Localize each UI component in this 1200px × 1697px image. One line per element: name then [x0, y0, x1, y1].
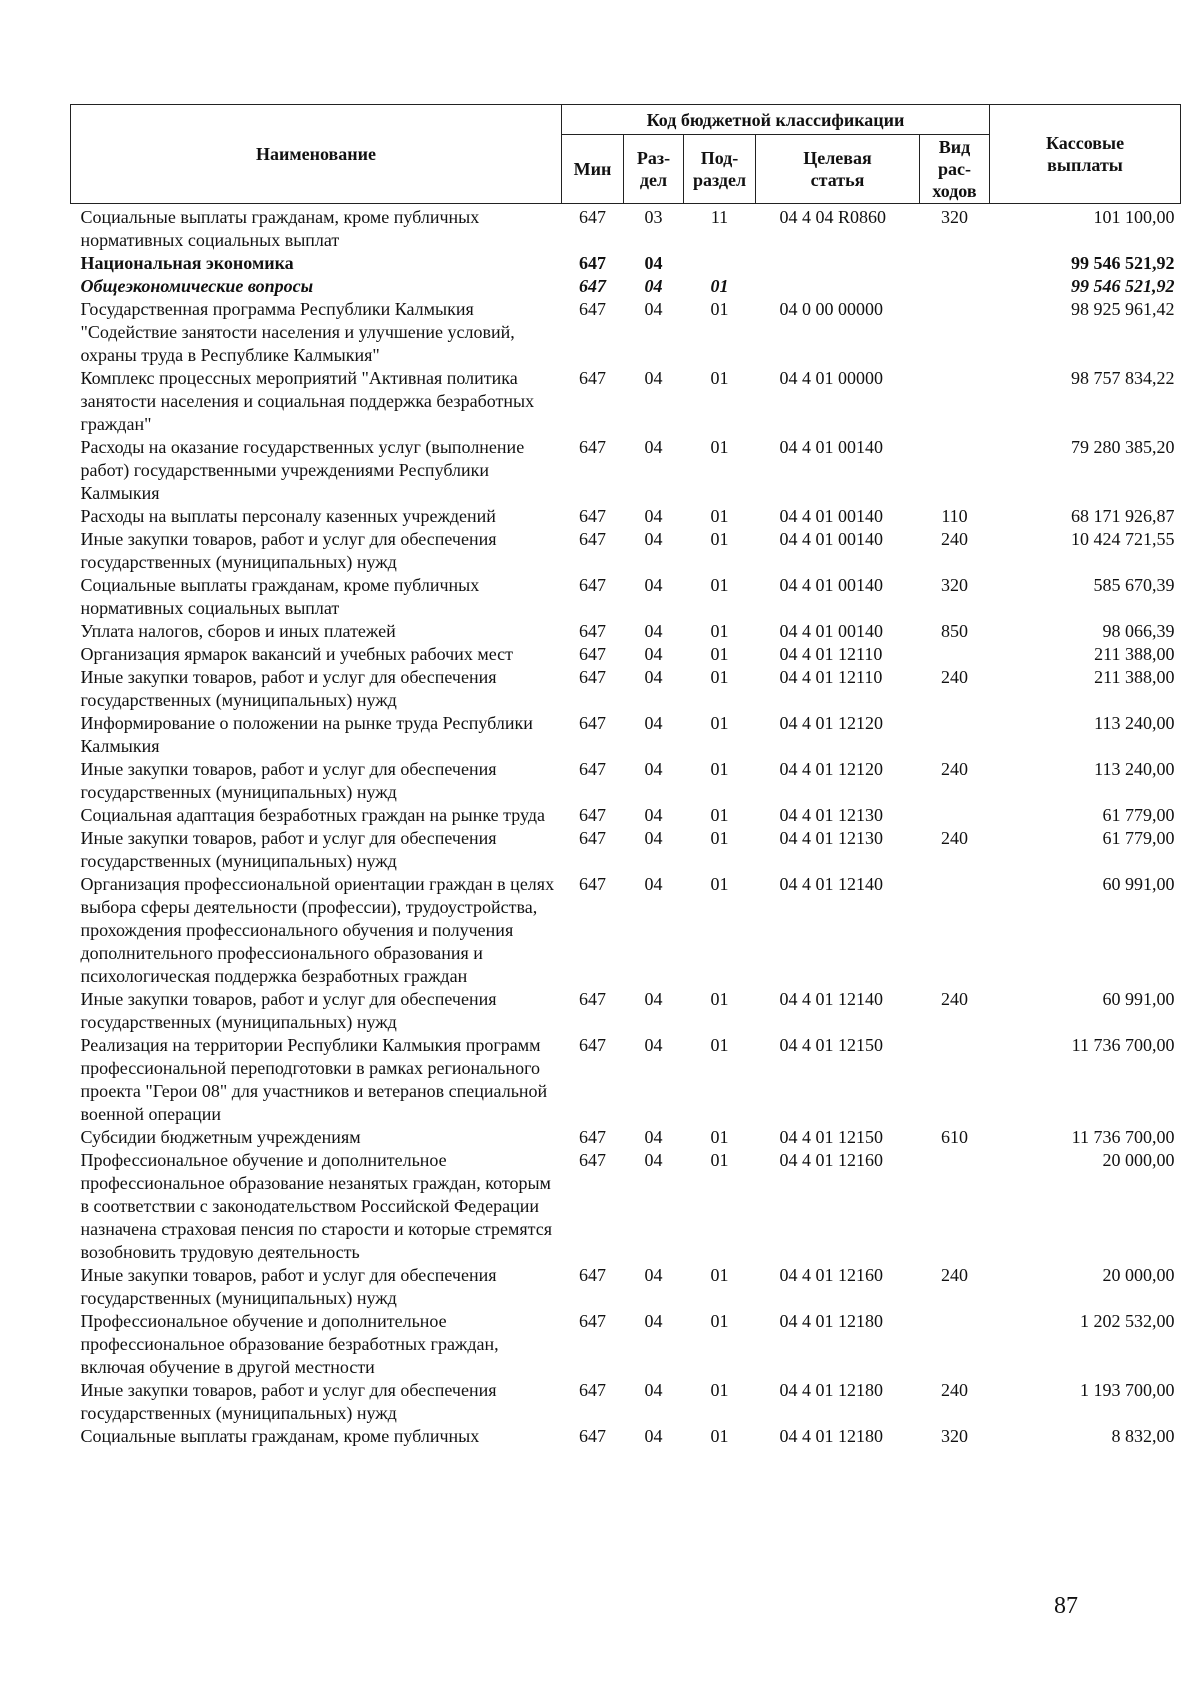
- cell-name: Организация ярмарок вакансий и учебных рабочих мест: [80, 644, 514, 664]
- cell-razdel: 04: [644, 667, 663, 687]
- table-row: [71, 643, 1181, 666]
- cell-sum: 99 546 521,92: [1071, 276, 1175, 296]
- cell-sum: 61 779,00: [1102, 828, 1175, 848]
- cell-vid: 240: [941, 759, 968, 779]
- cell-statya: 04 4 01 12110: [779, 667, 883, 687]
- cell-vid: 240: [941, 828, 968, 848]
- cell-min: 647: [579, 1380, 606, 1400]
- header-statya: Целевая статья: [756, 135, 920, 204]
- cell-name: Иные закупки товаров, работ и услуг для обеспечения государственных (муниципальных) нужд: [80, 828, 497, 871]
- cell-vid: [920, 712, 990, 758]
- cell-min: 647: [579, 989, 606, 1009]
- cell-razdel: 03: [644, 207, 663, 227]
- cell-podrazdel: 01: [710, 1127, 729, 1147]
- cell-min: 647: [579, 1150, 606, 1170]
- cell-podrazdel: [684, 252, 756, 275]
- cell-name: Государственная программа Республики Калмыкия "Содействие занятости населения и улучшение условий, охраны труда в Республике Калмыкия": [80, 299, 515, 365]
- table-row: [71, 873, 1181, 988]
- cell-vid: [920, 298, 990, 367]
- cell-vid: 320: [941, 1426, 968, 1446]
- cell-vid: 320: [941, 207, 968, 227]
- cell-podrazdel: 01: [710, 1426, 729, 1446]
- cell-min: 647: [579, 253, 606, 273]
- cell-vid: 110: [941, 506, 968, 526]
- cell-vid: [920, 1034, 990, 1126]
- cell-statya: 04 4 01 00140: [779, 506, 883, 526]
- cell-name: Профессиональное обучение и дополнительное профессиональное образование незанятых граждан, которым в соответствии с законодательством Российской Федерации назначена страховая пенсия по старости и которые стремятся возобновить трудовую деятельность: [80, 1150, 553, 1262]
- cell-podrazdel: 01: [710, 506, 729, 526]
- cell-razdel: 04: [644, 1127, 663, 1147]
- table-row: [71, 620, 1181, 643]
- cell-razdel: 04: [644, 368, 663, 388]
- cell-sum: 211 388,00: [1094, 644, 1175, 664]
- cell-vid: [920, 367, 990, 436]
- cell-podrazdel: 01: [710, 575, 729, 595]
- cell-podrazdel: 11: [710, 207, 729, 227]
- cell-podrazdel: 01: [710, 368, 729, 388]
- cell-statya: 04 4 01 12160: [779, 1150, 883, 1170]
- cell-vid: [920, 275, 990, 298]
- table-row: [71, 436, 1181, 505]
- cell-razdel: 04: [644, 1380, 663, 1400]
- table-row: [71, 528, 1181, 574]
- cell-min: 647: [579, 1127, 606, 1147]
- cell-name: Иные закупки товаров, работ и услуг для обеспечения государственных (муниципальных) нужд: [80, 759, 497, 802]
- table-row: [71, 1149, 1181, 1264]
- cell-podrazdel: 01: [710, 644, 729, 664]
- cell-statya: 04 4 01 12130: [779, 805, 883, 825]
- cell-name: Расходы на оказание государственных услуг (выполнение работ) государственными учреждениями Республики Калмыкия: [80, 437, 525, 503]
- cell-min: 647: [579, 1311, 606, 1331]
- table-row: [71, 298, 1181, 367]
- cell-podrazdel: 01: [710, 1035, 729, 1055]
- cell-name: Иные закупки товаров, работ и услуг для обеспечения государственных (муниципальных) нужд: [80, 667, 497, 710]
- cell-sum: 11 736 700,00: [1071, 1127, 1175, 1147]
- cell-razdel: 04: [644, 759, 663, 779]
- cell-statya: [756, 275, 920, 298]
- cell-razdel: 04: [644, 713, 663, 733]
- cell-razdel: 04: [644, 621, 663, 641]
- cell-statya: 04 4 01 12180: [779, 1311, 883, 1331]
- cell-min: 647: [579, 621, 606, 641]
- cell-name: Иные закупки товаров, работ и услуг для обеспечения государственных (муниципальных) нужд: [80, 1265, 497, 1308]
- cell-podrazdel: 01: [710, 1380, 729, 1400]
- cell-vid: 240: [941, 667, 968, 687]
- cell-statya: 04 4 01 12110: [779, 644, 883, 664]
- table-row: [71, 1310, 1181, 1379]
- cell-statya: 04 4 01 00140: [779, 437, 883, 457]
- cell-statya: 04 4 04 R0860: [779, 207, 887, 227]
- cell-razdel: 04: [644, 1150, 663, 1170]
- cell-name: Социальные выплаты гражданам, кроме публичных нормативных социальных выплат: [80, 207, 480, 250]
- cell-statya: 04 4 01 00140: [779, 529, 883, 549]
- cell-vid: 240: [941, 1380, 968, 1400]
- header-podrazdel: Под- раздел: [684, 135, 756, 204]
- header-razdel: Раз- дел: [624, 135, 684, 204]
- cell-vid: [920, 1310, 990, 1379]
- cell-name: Организация профессиональной ориентации граждан в целях выбора сферы деятельности (профессии), трудоустройства, прохождения профессионального обучения и получения дополнительного профессионального образования и психологическая поддержка безработных граждан: [80, 874, 555, 986]
- cell-sum: 61 779,00: [1102, 805, 1175, 825]
- cell-statya: 04 4 01 00140: [779, 621, 883, 641]
- cell-podrazdel: 01: [710, 299, 729, 319]
- cell-sum: 98 925 961,42: [1071, 299, 1175, 319]
- cell-statya: 04 4 01 12130: [779, 828, 883, 848]
- cell-razdel: 04: [644, 1035, 663, 1055]
- cell-razdel: 04: [644, 1311, 663, 1331]
- cell-min: 647: [579, 667, 606, 687]
- cell-razdel: 04: [644, 575, 663, 595]
- cell-sum: 10 424 721,55: [1071, 529, 1175, 549]
- table-row: [71, 1034, 1181, 1126]
- table-row: [71, 367, 1181, 436]
- cell-sum: 60 991,00: [1102, 989, 1175, 1009]
- cell-name: Уплата налогов, сборов и иных платежей: [80, 621, 396, 641]
- cell-min: 647: [579, 1426, 606, 1446]
- cell-statya: 04 0 00 00000: [779, 299, 883, 319]
- cell-podrazdel: 01: [710, 437, 729, 457]
- cell-min: 647: [579, 506, 606, 526]
- cell-statya: 04 4 01 12180: [779, 1426, 883, 1446]
- table-row: [71, 505, 1181, 528]
- cell-razdel: 04: [644, 276, 663, 296]
- table-row: [71, 804, 1181, 827]
- cell-razdel: 04: [644, 529, 663, 549]
- cell-sum: 101 100,00: [1093, 207, 1175, 227]
- cell-statya: 04 4 01 12150: [779, 1127, 883, 1147]
- header-sum: Кассовые выплаты: [990, 105, 1181, 204]
- cell-name: Комплекс процессных мероприятий "Активная политика занятости населения и социальная поддержка безработных граждан": [80, 368, 535, 434]
- cell-podrazdel: 01: [710, 759, 729, 779]
- cell-name: Иные закупки товаров, работ и услуг для обеспечения государственных (муниципальных) нужд: [80, 529, 497, 572]
- cell-min: 647: [579, 759, 606, 779]
- table-row: [71, 827, 1181, 873]
- cell-razdel: 04: [644, 1265, 663, 1285]
- cell-podrazdel: 01: [710, 989, 729, 1009]
- cell-sum: 20 000,00: [1102, 1265, 1175, 1285]
- cell-min: 647: [579, 828, 606, 848]
- table-row: [71, 204, 1181, 253]
- cell-razdel: 04: [644, 828, 663, 848]
- cell-vid: 320: [941, 575, 968, 595]
- cell-sum: 11 736 700,00: [1071, 1035, 1175, 1055]
- cell-name: Социальные выплаты гражданам, кроме публичных: [80, 1426, 480, 1446]
- cell-name: Иные закупки товаров, работ и услуг для обеспечения государственных (муниципальных) нужд: [80, 989, 497, 1032]
- cell-sum: 68 171 926,87: [1071, 506, 1175, 526]
- cell-min: 647: [579, 437, 606, 457]
- table-row: [71, 758, 1181, 804]
- cell-name: Профессиональное обучение и дополнительное профессиональное образование безработных граждан, включая обучение в другой местности: [80, 1311, 499, 1377]
- cell-razdel: 04: [644, 506, 663, 526]
- cell-vid: [920, 1149, 990, 1264]
- cell-podrazdel: 01: [710, 805, 729, 825]
- cell-sum: 99 546 521,92: [1071, 253, 1175, 273]
- cell-name: Социальные выплаты гражданам, кроме публичных нормативных социальных выплат: [80, 575, 480, 618]
- table-row: [71, 252, 1181, 275]
- cell-statya: 04 4 01 12150: [779, 1035, 883, 1055]
- cell-statya: 04 4 01 12140: [779, 989, 883, 1009]
- table-row: [71, 1379, 1181, 1425]
- cell-sum: 79 280 385,20: [1071, 437, 1175, 457]
- cell-sum: 98 757 834,22: [1071, 368, 1175, 388]
- cell-min: 647: [579, 1265, 606, 1285]
- cell-razdel: 04: [644, 644, 663, 664]
- cell-statya: 04 4 01 00000: [779, 368, 883, 388]
- cell-min: 647: [579, 1035, 606, 1055]
- header-min: Мин: [562, 135, 624, 204]
- cell-statya: 04 4 01 12140: [779, 874, 883, 894]
- cell-vid: [920, 804, 990, 827]
- budget-table: [70, 104, 1181, 1448]
- header-vid: Вид рас- ходов: [920, 135, 990, 204]
- cell-razdel: 04: [644, 874, 663, 894]
- cell-razdel: 04: [644, 1426, 663, 1446]
- cell-podrazdel: 01: [710, 828, 729, 848]
- cell-min: 647: [579, 276, 606, 296]
- header-code-group: Код бюджетной классификации: [562, 105, 990, 135]
- cell-podrazdel: 01: [710, 1311, 729, 1331]
- table-row: [71, 574, 1181, 620]
- cell-vid: [920, 873, 990, 988]
- cell-podrazdel: 01: [710, 713, 729, 733]
- cell-sum: 1 202 532,00: [1080, 1311, 1175, 1331]
- table-row: [71, 1425, 1181, 1448]
- cell-min: 647: [579, 207, 606, 227]
- cell-podrazdel: 01: [710, 874, 729, 894]
- cell-sum: 98 066,39: [1102, 621, 1175, 641]
- cell-vid: 240: [941, 1265, 968, 1285]
- cell-name: Национальная экономика: [80, 253, 294, 273]
- cell-sum: 113 240,00: [1094, 713, 1175, 733]
- cell-sum: 60 991,00: [1102, 874, 1175, 894]
- cell-sum: 8 832,00: [1111, 1426, 1175, 1446]
- cell-vid: [920, 436, 990, 505]
- table-body: [71, 204, 1181, 1449]
- cell-statya: 04 4 01 12160: [779, 1265, 883, 1285]
- cell-sum: 585 670,39: [1093, 575, 1175, 595]
- cell-name: Расходы на выплаты персоналу казенных учреждений: [80, 506, 496, 526]
- cell-name: Информирование о положении на рынке труда Республики Калмыкия: [80, 713, 533, 756]
- table-row: [71, 988, 1181, 1034]
- table-row: [71, 666, 1181, 712]
- cell-vid: [920, 643, 990, 666]
- cell-vid: 240: [941, 529, 968, 549]
- cell-podrazdel: 01: [710, 1265, 729, 1285]
- cell-min: 647: [579, 805, 606, 825]
- cell-min: 647: [579, 368, 606, 388]
- cell-statya: 04 4 01 12120: [779, 713, 883, 733]
- cell-podrazdel: 01: [710, 529, 729, 549]
- cell-razdel: 04: [644, 253, 663, 273]
- table-row: [71, 275, 1181, 298]
- cell-podrazdel: 01: [710, 621, 729, 641]
- cell-min: 647: [579, 529, 606, 549]
- cell-sum: 113 240,00: [1094, 759, 1175, 779]
- cell-name: Реализация на территории Республики Калмыкия программ профессиональной переподготовки в рамках регионального проекта "Герои 08" для участников и ветеранов специальной военной операции: [80, 1035, 548, 1124]
- cell-min: 647: [579, 644, 606, 664]
- cell-min: 647: [579, 575, 606, 595]
- cell-statya: [756, 252, 920, 275]
- cell-sum: 1 193 700,00: [1080, 1380, 1175, 1400]
- table-row: [71, 712, 1181, 758]
- header-name: Наименование: [71, 105, 562, 204]
- cell-sum: 211 388,00: [1094, 667, 1175, 687]
- cell-statya: 04 4 01 00140: [779, 575, 883, 595]
- cell-min: 647: [579, 299, 606, 319]
- table-row: [71, 1264, 1181, 1310]
- cell-razdel: 04: [644, 989, 663, 1009]
- cell-sum: 20 000,00: [1102, 1150, 1175, 1170]
- cell-min: 647: [579, 874, 606, 894]
- cell-statya: 04 4 01 12120: [779, 759, 883, 779]
- cell-name: Иные закупки товаров, работ и услуг для обеспечения государственных (муниципальных) нужд: [80, 1380, 497, 1423]
- page-number: 87: [1054, 1593, 1078, 1619]
- cell-razdel: 04: [644, 437, 663, 457]
- table-header: [71, 105, 1181, 204]
- cell-vid: 240: [941, 989, 968, 1009]
- cell-vid: 850: [941, 621, 968, 641]
- cell-vid: [920, 252, 990, 275]
- cell-podrazdel: 01: [710, 667, 729, 687]
- cell-podrazdel: 01: [710, 276, 729, 296]
- cell-name: Общеэкономические вопросы: [80, 276, 314, 296]
- cell-razdel: 04: [644, 299, 663, 319]
- cell-name: Субсидии бюджетным учреждениям: [80, 1127, 361, 1147]
- cell-name: Социальная адаптация безработных граждан на рынке труда: [80, 805, 545, 825]
- cell-podrazdel: 01: [710, 1150, 729, 1170]
- cell-razdel: 04: [644, 805, 663, 825]
- table-row: [71, 1126, 1181, 1149]
- cell-min: 647: [579, 713, 606, 733]
- cell-statya: 04 4 01 12180: [779, 1380, 883, 1400]
- cell-vid: 610: [941, 1127, 968, 1147]
